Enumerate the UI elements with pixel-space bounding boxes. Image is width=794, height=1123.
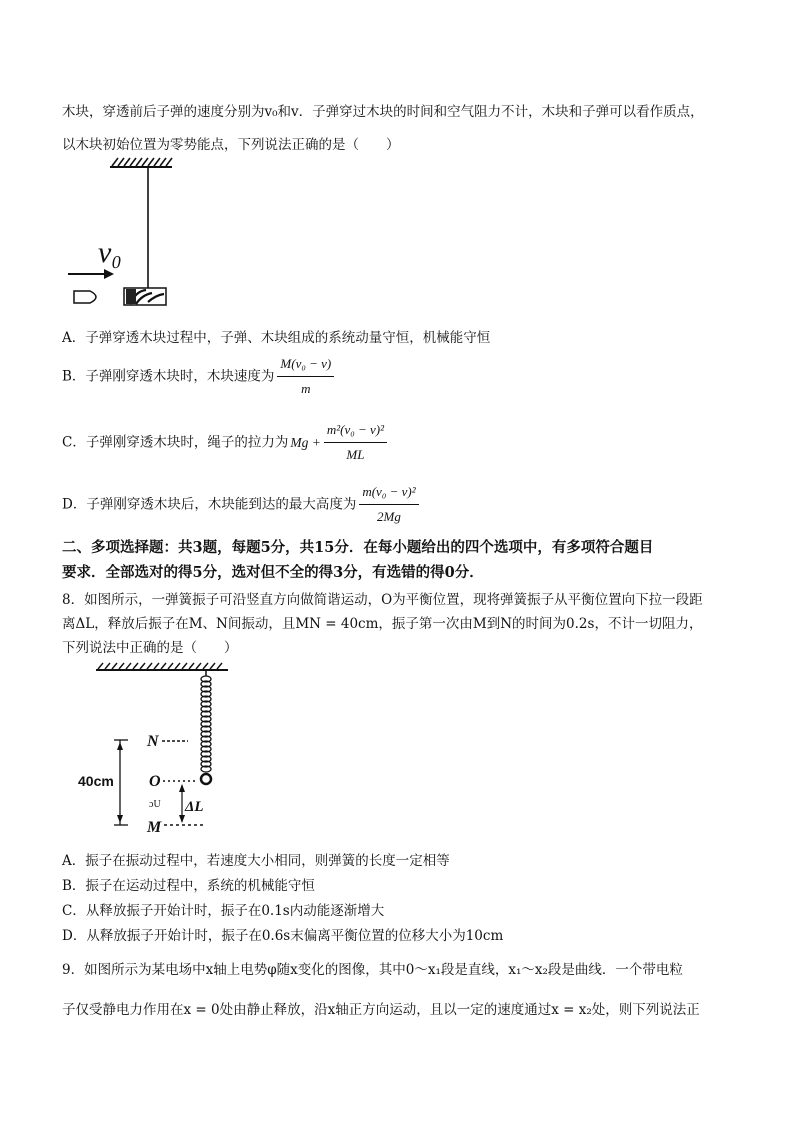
q7-option-d [62,482,419,527]
q8-stem-line1: 8．如图所示，一弹簧振子可沿竖直方向做简谐运动，O为平衡位置，现将弹簧振子从平衡位置向下拉一段距 [62,592,703,608]
q7-option-a: A．子弹穿透木块过程中，子弹、木块组成的系统动量守恒，机械能守恒 [62,330,491,346]
q7-option-b [62,354,334,399]
q7-option-b-fraction [277,354,334,399]
q7-option-c-fraction [324,420,387,465]
fraction-numerator: m²(v₀ − v)² [324,420,387,443]
section2-heading-line1: 二、多项选择题：共3题，每题5分，共15分．在每小题给出的四个选项中，有多项符合题目 [62,539,654,556]
spring-coil [201,676,211,772]
ceiling-hatch [112,158,172,166]
velocity-label: v₀ [98,236,122,269]
label-40cm: 40cm [78,773,114,789]
q7-option-c-text: C．子弹刚穿透木块时，绳子的拉力为 [62,434,289,451]
fraction-denominator: 2Mg [377,509,401,524]
label-o: O [149,773,161,790]
q7-option-b-text: B．子弹刚穿透木块时，木块速度为 [62,368,275,385]
q7-option-c-prefix: Mg + [290,434,321,450]
fraction-denominator: m [301,381,311,396]
section2-heading-line2: 要求．全部选对的得5分，选对但不全的得3分，有选错的得0分． [62,564,484,581]
q9-stem-line2: 子仅受静电力作用在x = 0处由静止释放，沿x轴正方向运动，且以一定的速度通过x = x₂处，则下列说法正 [62,1002,700,1018]
fraction-numerator: M(v₀ − v) [277,354,334,377]
q8-option-a: A．振子在振动过程中，若速度大小相同，则弹簧的长度一定相等 [62,853,450,869]
ceiling-hatch [98,663,222,669]
q7-option-d-fraction [359,482,418,527]
label-delta-l: ΔL [185,799,204,815]
q7-option-c [62,420,387,465]
q8-option-d: D．从释放振子开始计时，振子在0.6s末偏离平衡位置的位移大小为10cm [62,928,504,944]
label-m: M [147,819,162,836]
fraction-denominator: ML [346,447,365,462]
q8-spring-figure [78,662,230,840]
oscillator-ball [201,774,211,784]
label-n: N [147,733,159,750]
fraction-numerator: m(v₀ − v)² [359,482,418,505]
q8-stem-line2: 离ΔL，释放后振子在M、N间振动，且MN = 40cm，振子第一次由M到N的时间为0.2s，不计一切阻力， [62,616,703,632]
q7-option-d-text: D．子弹刚穿透木块后，木块能到达的最大高度为 [62,496,357,513]
q7-stem-line1: 木块，穿透前后子弹的速度分别为v₀和v．子弹穿过木块的时间和空气阻力不计，木块和子弹可以看作质点， [62,104,704,120]
label-small: ɔU [149,799,161,810]
q8-option-c: C．从释放振子开始计时，振子在0.1s内动能逐渐增大 [62,903,385,919]
q9-stem-line1: 9．如图所示为某电场中x轴上电势φ随x变化的图像，其中0～x₁段是直线，x₁～x₂段是曲线．一个带电粒 [62,962,683,978]
q8-stem-line3: 下列说法中正确的是（ ） [62,640,238,656]
q8-option-b: B．振子在运动过程中，系统的机械能守恒 [62,878,315,894]
bullet [74,291,96,303]
q7-pendulum-figure [64,157,174,312]
q7-stem-line2: 以木块初始位置为零势能点，下列说法正确的是（ ） [62,137,400,153]
